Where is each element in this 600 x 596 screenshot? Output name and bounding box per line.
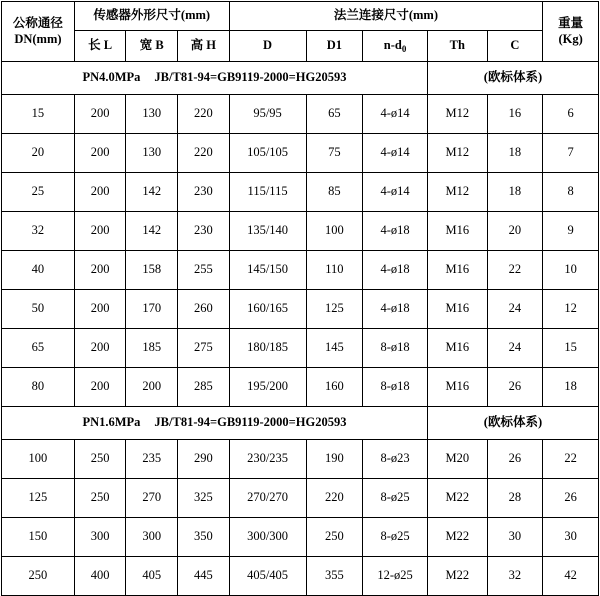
header-col-th: Th — [427, 31, 487, 62]
header-column-row — [2, 31, 599, 62]
cell-d: 135/140 — [229, 212, 306, 251]
band-row — [2, 407, 599, 440]
cell-length: 300 — [74, 518, 126, 557]
table-row — [2, 290, 599, 329]
cell-length: 200 — [74, 329, 126, 368]
table-row — [2, 329, 599, 368]
header-dn-line1: 公称通径 — [12, 15, 63, 30]
cell-d: 270/270 — [229, 479, 306, 518]
header-col-ndo-text: n-d — [383, 38, 402, 53]
cell-d: 115/115 — [229, 173, 306, 212]
cell-th: M16 — [427, 329, 487, 368]
table-row — [2, 368, 599, 407]
cell-height: 350 — [178, 518, 230, 557]
cell-d1: 250 — [306, 518, 363, 557]
header-col-d: D — [229, 31, 306, 62]
cell-th: M12 — [427, 95, 487, 134]
cell-width: 130 — [126, 95, 178, 134]
cell-c: 18 — [487, 134, 543, 173]
cell-d: 300/300 — [229, 518, 306, 557]
cell-weight: 30 — [543, 518, 599, 557]
cell-height: 285 — [178, 368, 230, 407]
cell-width: 405 — [126, 557, 178, 596]
cell-d: 160/165 — [229, 290, 306, 329]
band-row — [2, 62, 599, 95]
table-row — [2, 251, 599, 290]
cell-c: 22 — [487, 251, 543, 290]
table-row — [2, 518, 599, 557]
cell-c: 18 — [487, 173, 543, 212]
cell-d1: 355 — [306, 557, 363, 596]
cell-ndo: 8-ø25 — [363, 479, 428, 518]
cell-d: 195/200 — [229, 368, 306, 407]
cell-length: 200 — [74, 368, 126, 407]
cell-d1: 125 — [306, 290, 363, 329]
cell-height: 275 — [178, 329, 230, 368]
specification-table — [1, 1, 599, 596]
cell-ndo: 4-ø14 — [363, 95, 428, 134]
cell-weight: 15 — [543, 329, 599, 368]
cell-d1: 85 — [306, 173, 363, 212]
cell-width: 300 — [126, 518, 178, 557]
cell-length: 200 — [74, 95, 126, 134]
table-row — [2, 95, 599, 134]
cell-width: 142 — [126, 212, 178, 251]
cell-length: 200 — [74, 251, 126, 290]
band-pressure-code: PN4.0MPa — [82, 70, 141, 85]
cell-height: 290 — [178, 440, 230, 479]
cell-d1: 100 — [306, 212, 363, 251]
cell-weight: 7 — [543, 134, 599, 173]
header-weight — [543, 2, 599, 62]
cell-length: 250 — [74, 440, 126, 479]
cell-dn: 50 — [2, 290, 75, 329]
cell-d: 405/405 — [229, 557, 306, 596]
band-label — [2, 407, 428, 440]
cell-ndo: 4-ø18 — [363, 290, 428, 329]
cell-th: M22 — [427, 479, 487, 518]
header-col-d1: D1 — [306, 31, 363, 62]
cell-th: M22 — [427, 557, 487, 596]
cell-dn: 32 — [2, 212, 75, 251]
cell-dn: 125 — [2, 479, 75, 518]
cell-width: 158 — [126, 251, 178, 290]
cell-d1: 145 — [306, 329, 363, 368]
cell-height: 230 — [178, 212, 230, 251]
header-dn — [2, 2, 75, 62]
cell-ndo: 4-ø14 — [363, 173, 428, 212]
cell-height: 325 — [178, 479, 230, 518]
cell-c: 26 — [487, 368, 543, 407]
cell-weight: 42 — [543, 557, 599, 596]
cell-weight: 18 — [543, 368, 599, 407]
cell-th: M16 — [427, 290, 487, 329]
cell-th: M16 — [427, 251, 487, 290]
cell-c: 32 — [487, 557, 543, 596]
cell-th: M12 — [427, 134, 487, 173]
cell-th: M20 — [427, 440, 487, 479]
cell-c: 16 — [487, 95, 543, 134]
band-label — [2, 62, 428, 95]
header-weight-line2: (Kg) — [558, 31, 583, 46]
cell-d: 105/105 — [229, 134, 306, 173]
cell-ndo: 12-ø25 — [363, 557, 428, 596]
header-col-height: 高 H — [178, 31, 230, 62]
band-pressure-code: PN1.6MPa — [82, 415, 141, 430]
header-col-width: 宽 B — [126, 31, 178, 62]
cell-c: 24 — [487, 329, 543, 368]
cell-th: M16 — [427, 212, 487, 251]
cell-ndo: 8-ø18 — [363, 368, 428, 407]
cell-d1: 190 — [306, 440, 363, 479]
table-row — [2, 173, 599, 212]
cell-ndo: 4-ø18 — [363, 251, 428, 290]
cell-width: 270 — [126, 479, 178, 518]
cell-c: 26 — [487, 440, 543, 479]
header-col-ndo — [363, 31, 428, 62]
cell-dn: 100 — [2, 440, 75, 479]
band-standard: JB/T81-94=GB9119-2000=HG20593 — [154, 415, 347, 430]
cell-height: 220 — [178, 95, 230, 134]
cell-c: 30 — [487, 518, 543, 557]
cell-ndo: 8-ø18 — [363, 329, 428, 368]
cell-dn: 25 — [2, 173, 75, 212]
table-row — [2, 134, 599, 173]
cell-d1: 75 — [306, 134, 363, 173]
cell-c: 24 — [487, 290, 543, 329]
cell-length: 200 — [74, 134, 126, 173]
cell-th: M16 — [427, 368, 487, 407]
cell-width: 130 — [126, 134, 178, 173]
cell-height: 255 — [178, 251, 230, 290]
cell-d: 145/150 — [229, 251, 306, 290]
cell-th: M22 — [427, 518, 487, 557]
table-row — [2, 440, 599, 479]
band-note: (欧标体系) — [427, 407, 598, 440]
cell-dn: 40 — [2, 251, 75, 290]
header-col-length: 长 L — [74, 31, 126, 62]
cell-width: 200 — [126, 368, 178, 407]
cell-d1: 65 — [306, 95, 363, 134]
header-flange-dimensions: 法兰连接尺寸(mm) — [229, 2, 543, 31]
cell-height: 220 — [178, 134, 230, 173]
header-weight-line1: 重量 — [558, 15, 584, 30]
cell-width: 170 — [126, 290, 178, 329]
table-row — [2, 479, 599, 518]
cell-dn: 65 — [2, 329, 75, 368]
cell-length: 200 — [74, 290, 126, 329]
cell-length: 200 — [74, 212, 126, 251]
cell-width: 185 — [126, 329, 178, 368]
cell-length: 400 — [74, 557, 126, 596]
cell-dn: 150 — [2, 518, 75, 557]
cell-dn: 20 — [2, 134, 75, 173]
header-sensor-dimensions: 传感器外形尺寸(mm) — [74, 2, 229, 31]
header-group-row — [2, 2, 599, 31]
cell-th: M12 — [427, 173, 487, 212]
header-dn-line2: DN(mm) — [14, 31, 62, 46]
cell-c: 28 — [487, 479, 543, 518]
cell-ndo: 8-ø25 — [363, 518, 428, 557]
cell-dn: 250 — [2, 557, 75, 596]
table-body — [2, 2, 599, 596]
cell-width: 142 — [126, 173, 178, 212]
cell-d1: 160 — [306, 368, 363, 407]
cell-weight: 9 — [543, 212, 599, 251]
cell-dn: 80 — [2, 368, 75, 407]
cell-ndo: 8-ø23 — [363, 440, 428, 479]
cell-d: 230/235 — [229, 440, 306, 479]
cell-weight: 6 — [543, 95, 599, 134]
cell-height: 230 — [178, 173, 230, 212]
cell-length: 250 — [74, 479, 126, 518]
cell-weight: 8 — [543, 173, 599, 212]
cell-c: 20 — [487, 212, 543, 251]
header-col-ndo-sub: 0 — [401, 44, 407, 55]
cell-d: 180/185 — [229, 329, 306, 368]
table-row — [2, 212, 599, 251]
cell-width: 235 — [126, 440, 178, 479]
band-note: (欧标体系) — [427, 62, 598, 95]
cell-length: 200 — [74, 173, 126, 212]
cell-weight: 10 — [543, 251, 599, 290]
cell-height: 445 — [178, 557, 230, 596]
cell-d1: 220 — [306, 479, 363, 518]
cell-weight: 22 — [543, 440, 599, 479]
band-standard: JB/T81-94=GB9119-2000=HG20593 — [154, 70, 347, 85]
cell-dn: 15 — [2, 95, 75, 134]
cell-d1: 110 — [306, 251, 363, 290]
cell-ndo: 4-ø18 — [363, 212, 428, 251]
cell-d: 95/95 — [229, 95, 306, 134]
cell-ndo: 4-ø14 — [363, 134, 428, 173]
header-col-c: C — [487, 31, 543, 62]
cell-weight: 12 — [543, 290, 599, 329]
cell-height: 260 — [178, 290, 230, 329]
cell-weight: 26 — [543, 479, 599, 518]
